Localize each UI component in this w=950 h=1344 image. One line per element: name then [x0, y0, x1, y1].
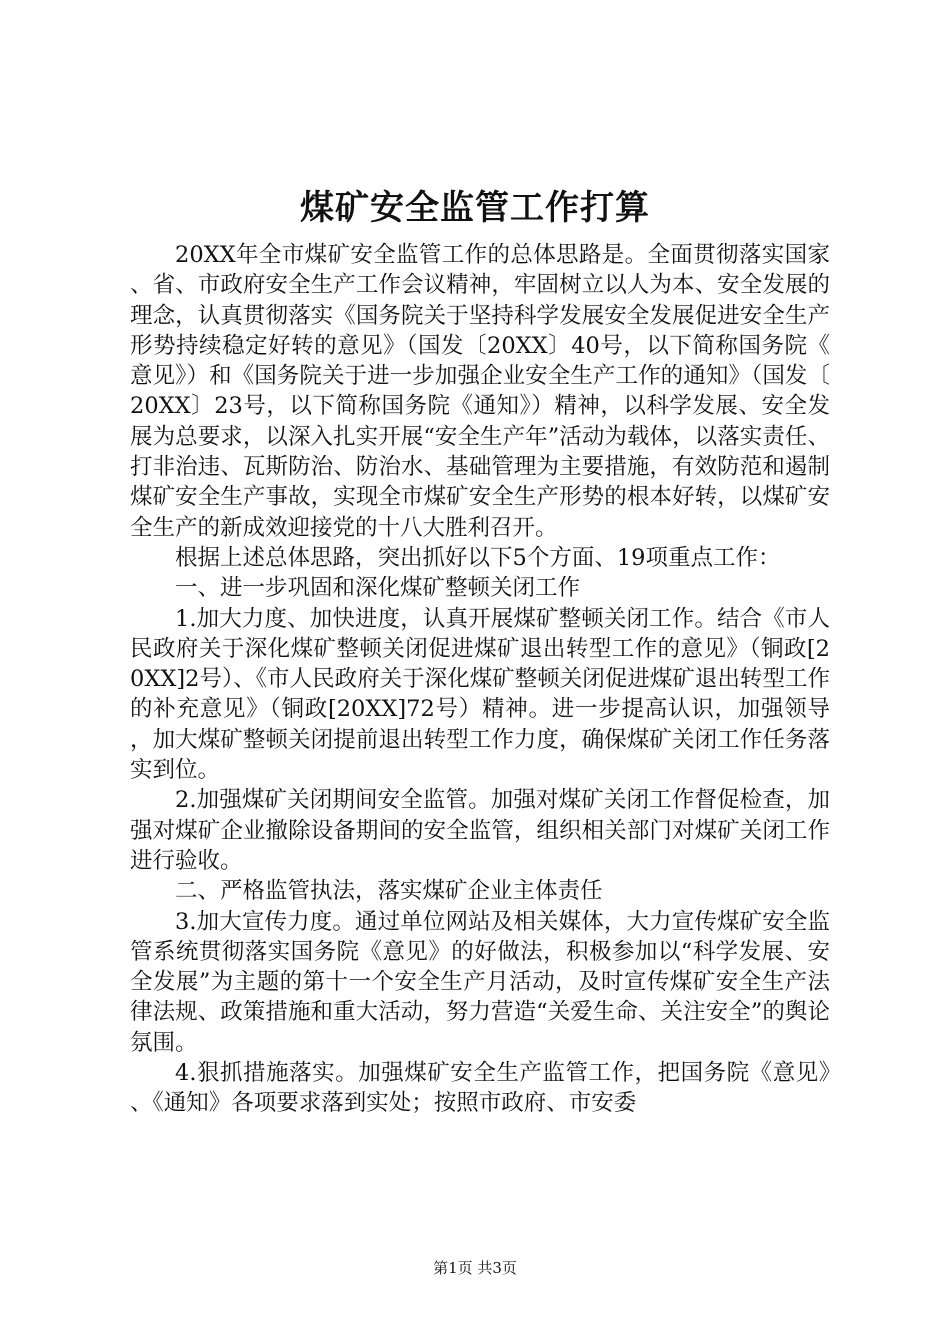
section-heading-2: 二、严格监管执法，落实煤矿企业主体责任 — [175, 878, 603, 905]
page-number-footer: 第1页 共3页 — [433, 1259, 517, 1277]
paragraph-item-3: 3.加大宣传力度。通过单位网站及相关媒体，大力宣传煤矿安全监管系统贯彻落实国务院《意见》的好做法，积极参加以“科学发展、安全发展”为主题的第十一个安全生产月活动，及时宣传煤矿安全生产法律法规、政策措施和重大活动，努力营造“关爱生命、关注安全”的舆论氛围。 — [130, 908, 830, 1056]
paragraph-item-4: 4.狠抓措施落实。加强煤矿安全生产监管工作，把国务院《意见》、《通知》各项要求落到实处；按照市政府、市安委 — [130, 1060, 830, 1117]
section-heading-1: 一、进一步巩固和深化煤矿整顿关闭工作 — [175, 575, 581, 602]
paragraph-item-1: 1.加大力度、加快进度，认真开展煤矿整顿关闭工作。结合《市人民政府关于深化煤矿整顿关闭促进煤矿退出转型工作的意见》（铜政[20XX]2号）、《市人民政府关于深化煤矿整顿关闭促进煤矿退出转型工作的补充意见》（铜政[20XX]72号）精神。进一步提高认识，加强领导，加大煤矿整顿关闭提前退出转型工作力度，确保煤矿关闭工作任务落实到位。 — [130, 605, 830, 784]
document-body — [130, 240, 830, 1119]
paragraph-item-2: 2.加强煤矿关闭期间安全监管。加强对煤矿关闭工作督促检查，加强对煤矿企业撤除设备期间的安全监管，组织相关部门对煤矿关闭工作进行验收。 — [130, 787, 830, 874]
paragraph-key-work-intro: 根据上述总体思路，突出抓好以下5个方面、19项重点工作： — [175, 544, 781, 571]
paragraph-overall-idea: 20XX年全市煤矿安全监管工作的总体思路是。全面贯彻落实国家、省、市政府安全生产工作会议精神，牢固树立以人为本、安全发展的理念，认真贯彻落实《国务院关于坚持科学发展安全发展促进安全生产形势持续稳定好转的意见》（国发〔20XX〕40号，以下简称国务院《意见》）和《国务院关于进一步加强企业安全生产工作的通知》（国发〔20XX〕23号，以下简称国务院《通知》）精神，以科学发展、安全发展为总要求，以深入扎实开展“安全生产年”活动为载体，以落实责任、打非治违、瓦斯防治、防治水、基础管理为主要措施，有效防范和遏制煤矿安全生产事故，实现全市煤矿安全生产形势的根本好转，以煤矿安全生产的新成效迎接党的十八大胜利召开。 — [130, 242, 830, 541]
document-title: 煤矿安全监管工作打算 — [300, 188, 650, 228]
